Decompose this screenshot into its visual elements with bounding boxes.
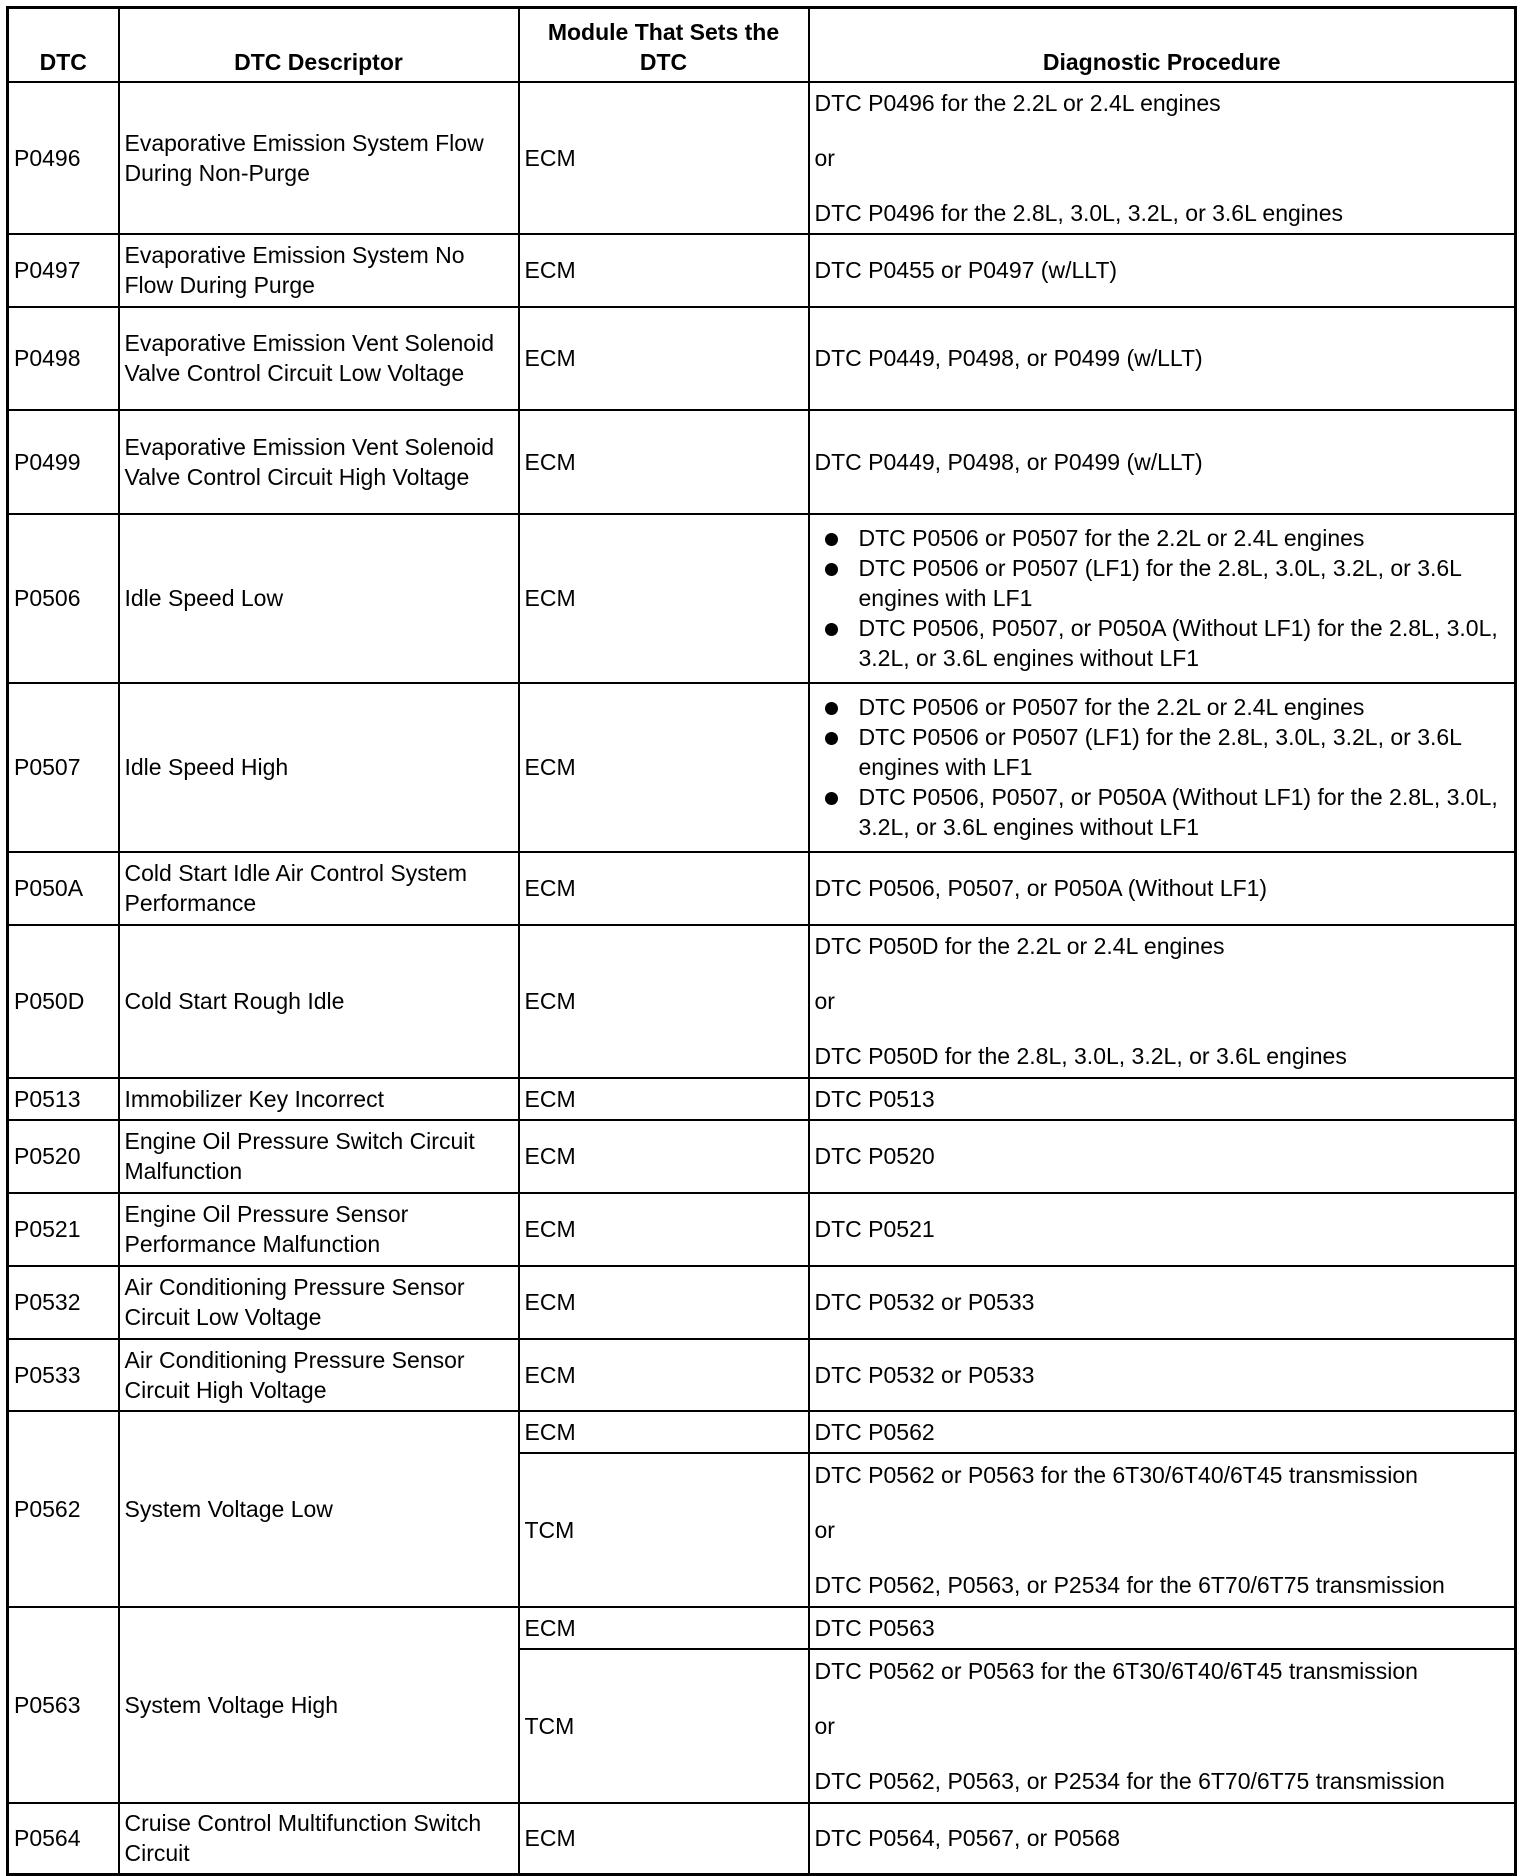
module: ECM <box>519 1120 809 1193</box>
diagnostic-procedure <box>809 514 1516 683</box>
table-row <box>8 1078 1516 1120</box>
dtc-descriptor: System Voltage Low <box>119 1411 519 1607</box>
module: ECM <box>519 410 809 514</box>
dtc-descriptor: Evaporative Emission System Flow During Non-Purge <box>119 82 519 234</box>
procedure-line: DTC P0562, P0563, or P2534 for the 6T70/6T75 transmission <box>814 1767 1445 1794</box>
module: ECM <box>519 82 809 234</box>
diagnostic-procedure: DTC P0513 <box>809 1078 1516 1120</box>
table-row <box>8 1120 1516 1193</box>
dtc-code: P0562 <box>8 1411 119 1607</box>
diagnostic-procedure: DTC P0455 or P0497 (w/LLT) <box>809 234 1516 307</box>
module: ECM <box>519 925 809 1078</box>
dtc-code: P0564 <box>8 1803 119 1875</box>
table-row <box>8 1339 1516 1411</box>
dtc-code: P0521 <box>8 1193 119 1266</box>
procedure-line: DTC P050D for the 2.2L or 2.4L engines <box>814 933 1225 959</box>
module: TCM <box>519 1649 809 1803</box>
procedure-line: or <box>814 1516 835 1543</box>
dtc-code: P0496 <box>8 82 119 234</box>
module: ECM <box>519 1339 809 1411</box>
module: ECM <box>519 1266 809 1339</box>
procedure-line: or <box>814 144 835 171</box>
procedure-line: DTC P0562 or P0563 for the 6T30/6T40/6T45 transmission <box>814 1657 1418 1684</box>
procedure-line: DTC P0496 for the 2.8L, 3.0L, 3.2L, or 3.6L engines <box>814 199 1343 226</box>
dtc-descriptor: Cold Start Rough Idle <box>119 925 519 1078</box>
table-row <box>8 514 1516 683</box>
dtc-code: P050A <box>8 852 119 925</box>
table-row <box>8 307 1516 410</box>
procedure-bullet-list <box>815 692 1510 842</box>
header-dtc: DTC <box>8 8 119 82</box>
dtc-code: P050D <box>8 925 119 1078</box>
diagnostic-procedure <box>809 925 1516 1078</box>
list-item: DTC P0506 or P0507 for the 2.2L or 2.4L engines <box>859 523 1510 553</box>
diagnostic-procedure: DTC P0564, P0567, or P0568 <box>809 1803 1516 1875</box>
dtc-descriptor: Evaporative Emission System No Flow During Purge <box>119 234 519 307</box>
list-item: DTC P0506, P0507, or P050A (Without LF1) for the 2.8L, 3.0L, 3.2L, or 3.6L engines without LF1 <box>859 782 1510 842</box>
diagnostic-procedure: DTC P0449, P0498, or P0499 (w/LLT) <box>809 410 1516 514</box>
dtc-descriptor: Engine Oil Pressure Switch Circuit Malfunction <box>119 1120 519 1193</box>
dtc-descriptor: Cold Start Idle Air Control System Performance <box>119 852 519 925</box>
table-row <box>8 1411 1516 1453</box>
dtc-code: P0507 <box>8 683 119 852</box>
table-row <box>8 852 1516 925</box>
module: ECM <box>519 1411 809 1453</box>
module: ECM <box>519 514 809 683</box>
dtc-code: P0497 <box>8 234 119 307</box>
list-item: DTC P0506 or P0507 (LF1) for the 2.8L, 3.0L, 3.2L, or 3.6L engines with LF1 <box>859 553 1510 613</box>
procedure-line: or <box>814 988 835 1014</box>
table-row <box>8 410 1516 514</box>
dtc-descriptor: Idle Speed Low <box>119 514 519 683</box>
table-row <box>8 1607 1516 1649</box>
dtc-table <box>6 6 1517 1876</box>
diagnostic-procedure: DTC P0532 or P0533 <box>809 1339 1516 1411</box>
diagnostic-procedure <box>809 683 1516 852</box>
diagnostic-procedure <box>809 1649 1516 1803</box>
diagnostic-procedure: DTC P0532 or P0533 <box>809 1266 1516 1339</box>
dtc-descriptor: Evaporative Emission Vent Solenoid Valve Control Circuit High Voltage <box>119 410 519 514</box>
procedure-bullet-list <box>815 523 1510 673</box>
header-descriptor: DTC Descriptor <box>119 8 519 82</box>
bullet-icon <box>825 702 838 715</box>
diagnostic-procedure <box>809 1453 1516 1607</box>
table-row <box>8 82 1516 234</box>
diagnostic-procedure: DTC P0449, P0498, or P0499 (w/LLT) <box>809 307 1516 410</box>
dtc-code: P0532 <box>8 1266 119 1339</box>
dtc-code: P0499 <box>8 410 119 514</box>
dtc-descriptor: System Voltage High <box>119 1607 519 1803</box>
procedure-line: DTC P0496 for the 2.2L or 2.4L engines <box>814 89 1221 116</box>
diagnostic-procedure: DTC P0520 <box>809 1120 1516 1193</box>
dtc-descriptor: Evaporative Emission Vent Solenoid Valve Control Circuit Low Voltage <box>119 307 519 410</box>
list-item: DTC P0506 or P0507 (LF1) for the 2.8L, 3.0L, 3.2L, or 3.6L engines with LF1 <box>859 722 1510 782</box>
dtc-code: P0506 <box>8 514 119 683</box>
module: ECM <box>519 852 809 925</box>
dtc-descriptor: Engine Oil Pressure Sensor Performance Malfunction <box>119 1193 519 1266</box>
procedure-line: DTC P0562, P0563, or P2534 for the 6T70/6T75 transmission <box>814 1571 1445 1598</box>
table-row <box>8 1193 1516 1266</box>
procedure-line: DTC P0562 or P0563 for the 6T30/6T40/6T45 transmission <box>814 1461 1418 1488</box>
header-row <box>8 8 1516 82</box>
diagnostic-procedure: DTC P0521 <box>809 1193 1516 1266</box>
module: ECM <box>519 1803 809 1875</box>
procedure-line: DTC P050D for the 2.8L, 3.0L, 3.2L, or 3.6L engines <box>814 1043 1347 1069</box>
procedure-line: or <box>814 1712 835 1739</box>
header-procedure: Diagnostic Procedure <box>809 8 1516 82</box>
diagnostic-procedure: DTC P0506, P0507, or P050A (Without LF1) <box>809 852 1516 925</box>
bullet-icon <box>825 732 838 745</box>
module: ECM <box>519 307 809 410</box>
dtc-code: P0513 <box>8 1078 119 1120</box>
dtc-code: P0498 <box>8 307 119 410</box>
module: TCM <box>519 1453 809 1607</box>
bullet-icon <box>825 533 838 546</box>
table-row <box>8 1266 1516 1339</box>
module: ECM <box>519 234 809 307</box>
bullet-icon <box>825 792 838 805</box>
table-row <box>8 1803 1516 1875</box>
bullet-icon <box>825 563 838 576</box>
header-module: Module That Sets the DTC <box>519 8 809 82</box>
dtc-descriptor: Air Conditioning Pressure Sensor Circuit Low Voltage <box>119 1266 519 1339</box>
dtc-code: P0520 <box>8 1120 119 1193</box>
diagnostic-procedure: DTC P0562 <box>809 1411 1516 1453</box>
dtc-descriptor: Cruise Control Multifunction Switch Circuit <box>119 1803 519 1875</box>
table-row <box>8 925 1516 1078</box>
dtc-code: P0533 <box>8 1339 119 1411</box>
dtc-code: P0563 <box>8 1607 119 1803</box>
module: ECM <box>519 683 809 852</box>
dtc-descriptor: Air Conditioning Pressure Sensor Circuit High Voltage <box>119 1339 519 1411</box>
module: ECM <box>519 1193 809 1266</box>
bullet-icon <box>825 623 838 636</box>
table-row <box>8 234 1516 307</box>
list-item: DTC P0506, P0507, or P050A (Without LF1) for the 2.8L, 3.0L, 3.2L, or 3.6L engines without LF1 <box>859 613 1510 673</box>
diagnostic-procedure: DTC P0563 <box>809 1607 1516 1649</box>
dtc-descriptor: Idle Speed High <box>119 683 519 852</box>
table-row <box>8 683 1516 852</box>
module: ECM <box>519 1607 809 1649</box>
list-item: DTC P0506 or P0507 for the 2.2L or 2.4L engines <box>859 692 1510 722</box>
module: ECM <box>519 1078 809 1120</box>
dtc-descriptor: Immobilizer Key Incorrect <box>119 1078 519 1120</box>
diagnostic-procedure <box>809 82 1516 234</box>
